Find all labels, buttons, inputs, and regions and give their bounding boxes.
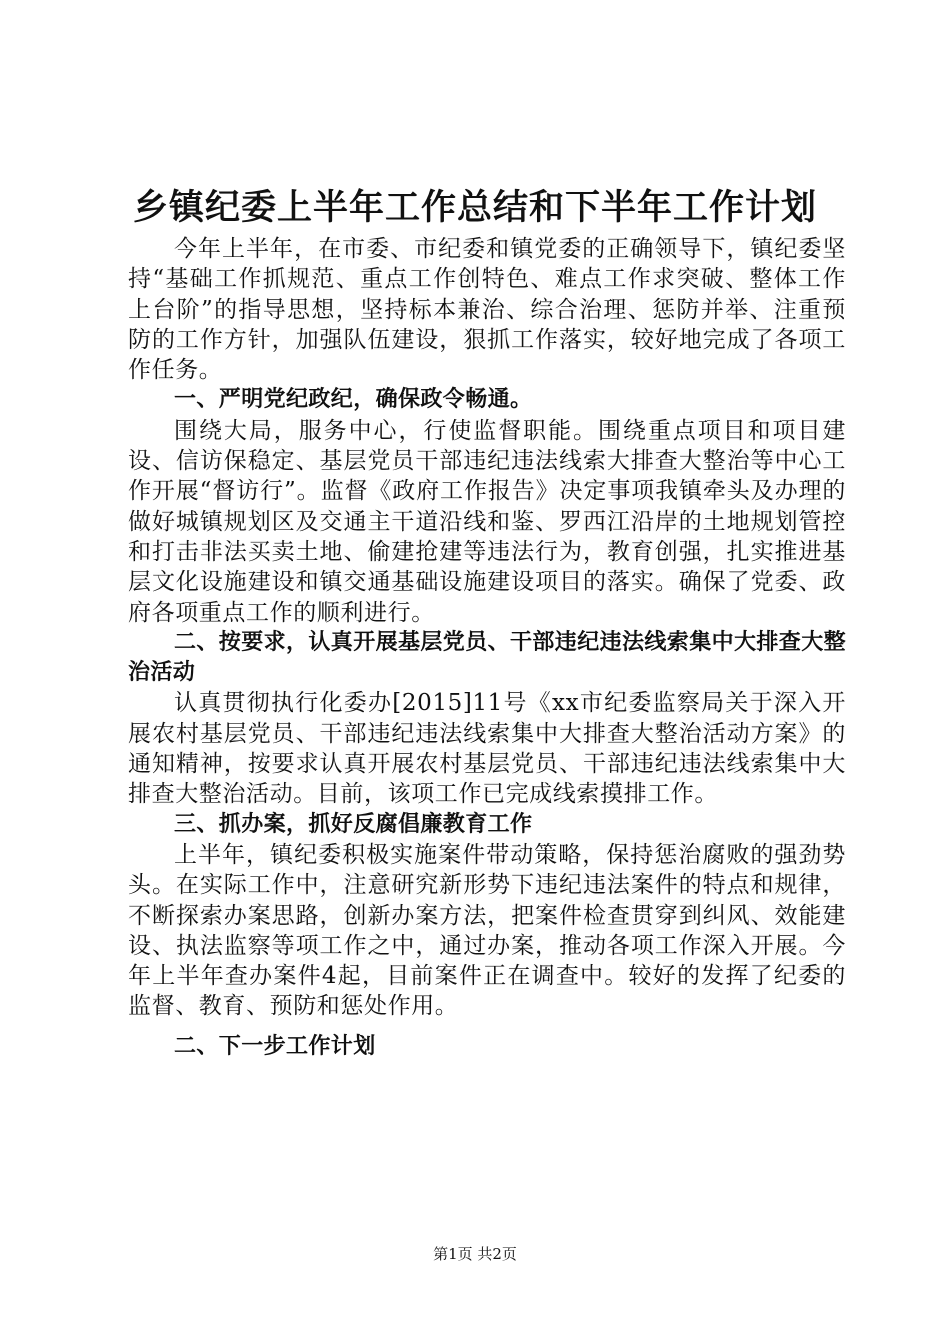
section-heading-next-plan: 二、下一步工作计划	[174, 1033, 376, 1059]
page-footer: 第1页 共2页	[433, 1245, 517, 1263]
section-heading-2: 二、按要求，认真开展基层党员、干部违纪违法线索集中大排查大整治活动	[128, 629, 847, 686]
intro-paragraph: 今年上半年，在市委、市纪委和镇党委的正确领导下，镇纪委坚持“基础工作抓规范、重点工作创特色、难点工作求突破、整体工作上台阶”的指导思想，坚持标本兼治、综合治理、惩防并举、注重预防的工作方针，加强队伍建设，狠抓工作落实，较好地完成了各项工作任务。	[128, 236, 846, 384]
document-title: 乡镇纪委上半年工作总结和下半年工作计划	[132, 188, 817, 228]
section-heading-1: 一、严明党纪政纪，确保政令畅通。	[174, 387, 533, 413]
section-heading-3: 三、抓办案，抓好反腐倡廉教育工作	[174, 811, 533, 837]
section-paragraph-1: 围绕大局，服务中心，行使监督职能。围绕重点项目和项目建设、信访保稳定、基层党员干部违纪违法线索大排查大整治等中心工作开展“督访行”。监督《政府工作报告》决定事项我镇牵头及办理的做好城镇规划区及交通主干道沿线和鉴、罗西江沿岸的土地规划管控和打击非法买卖土地、偷建抢建等违法行为，教育创强，扎实推进基层文化设施建设和镇交通基础设施建设项目的落实。确保了党委、政府各项重点工作的顺利进行。	[128, 417, 846, 626]
section-paragraph-2: 认真贯彻执行化委办[2015]11号《xx市纪委监察局关于深入开展农村基层党员、干部违纪违法线索集中大排查大整治活动方案》的通知精神，按要求认真开展农村基层党员、干部违纪违法线索集中大排查大整治活动。目前，该项工作已完成线索摸排工作。	[128, 690, 846, 808]
section-paragraph-3: 上半年，镇纪委积极实施案件带动策略，保持惩治腐败的强劲势头。在实际工作中，注意研究新形势下违纪违法案件的特点和规律，不断探索办案思路，创新办案方法，把案件检查贯穿到纠风、效能建设、执法监察等项工作之中，通过办案，推动各项工作深入开展。今年上半年查办案件4起，目前案件正在调查中。较好的发挥了纪委的监督、教育、预防和惩处作用。	[128, 841, 846, 1020]
document-body	[128, 234, 846, 1062]
